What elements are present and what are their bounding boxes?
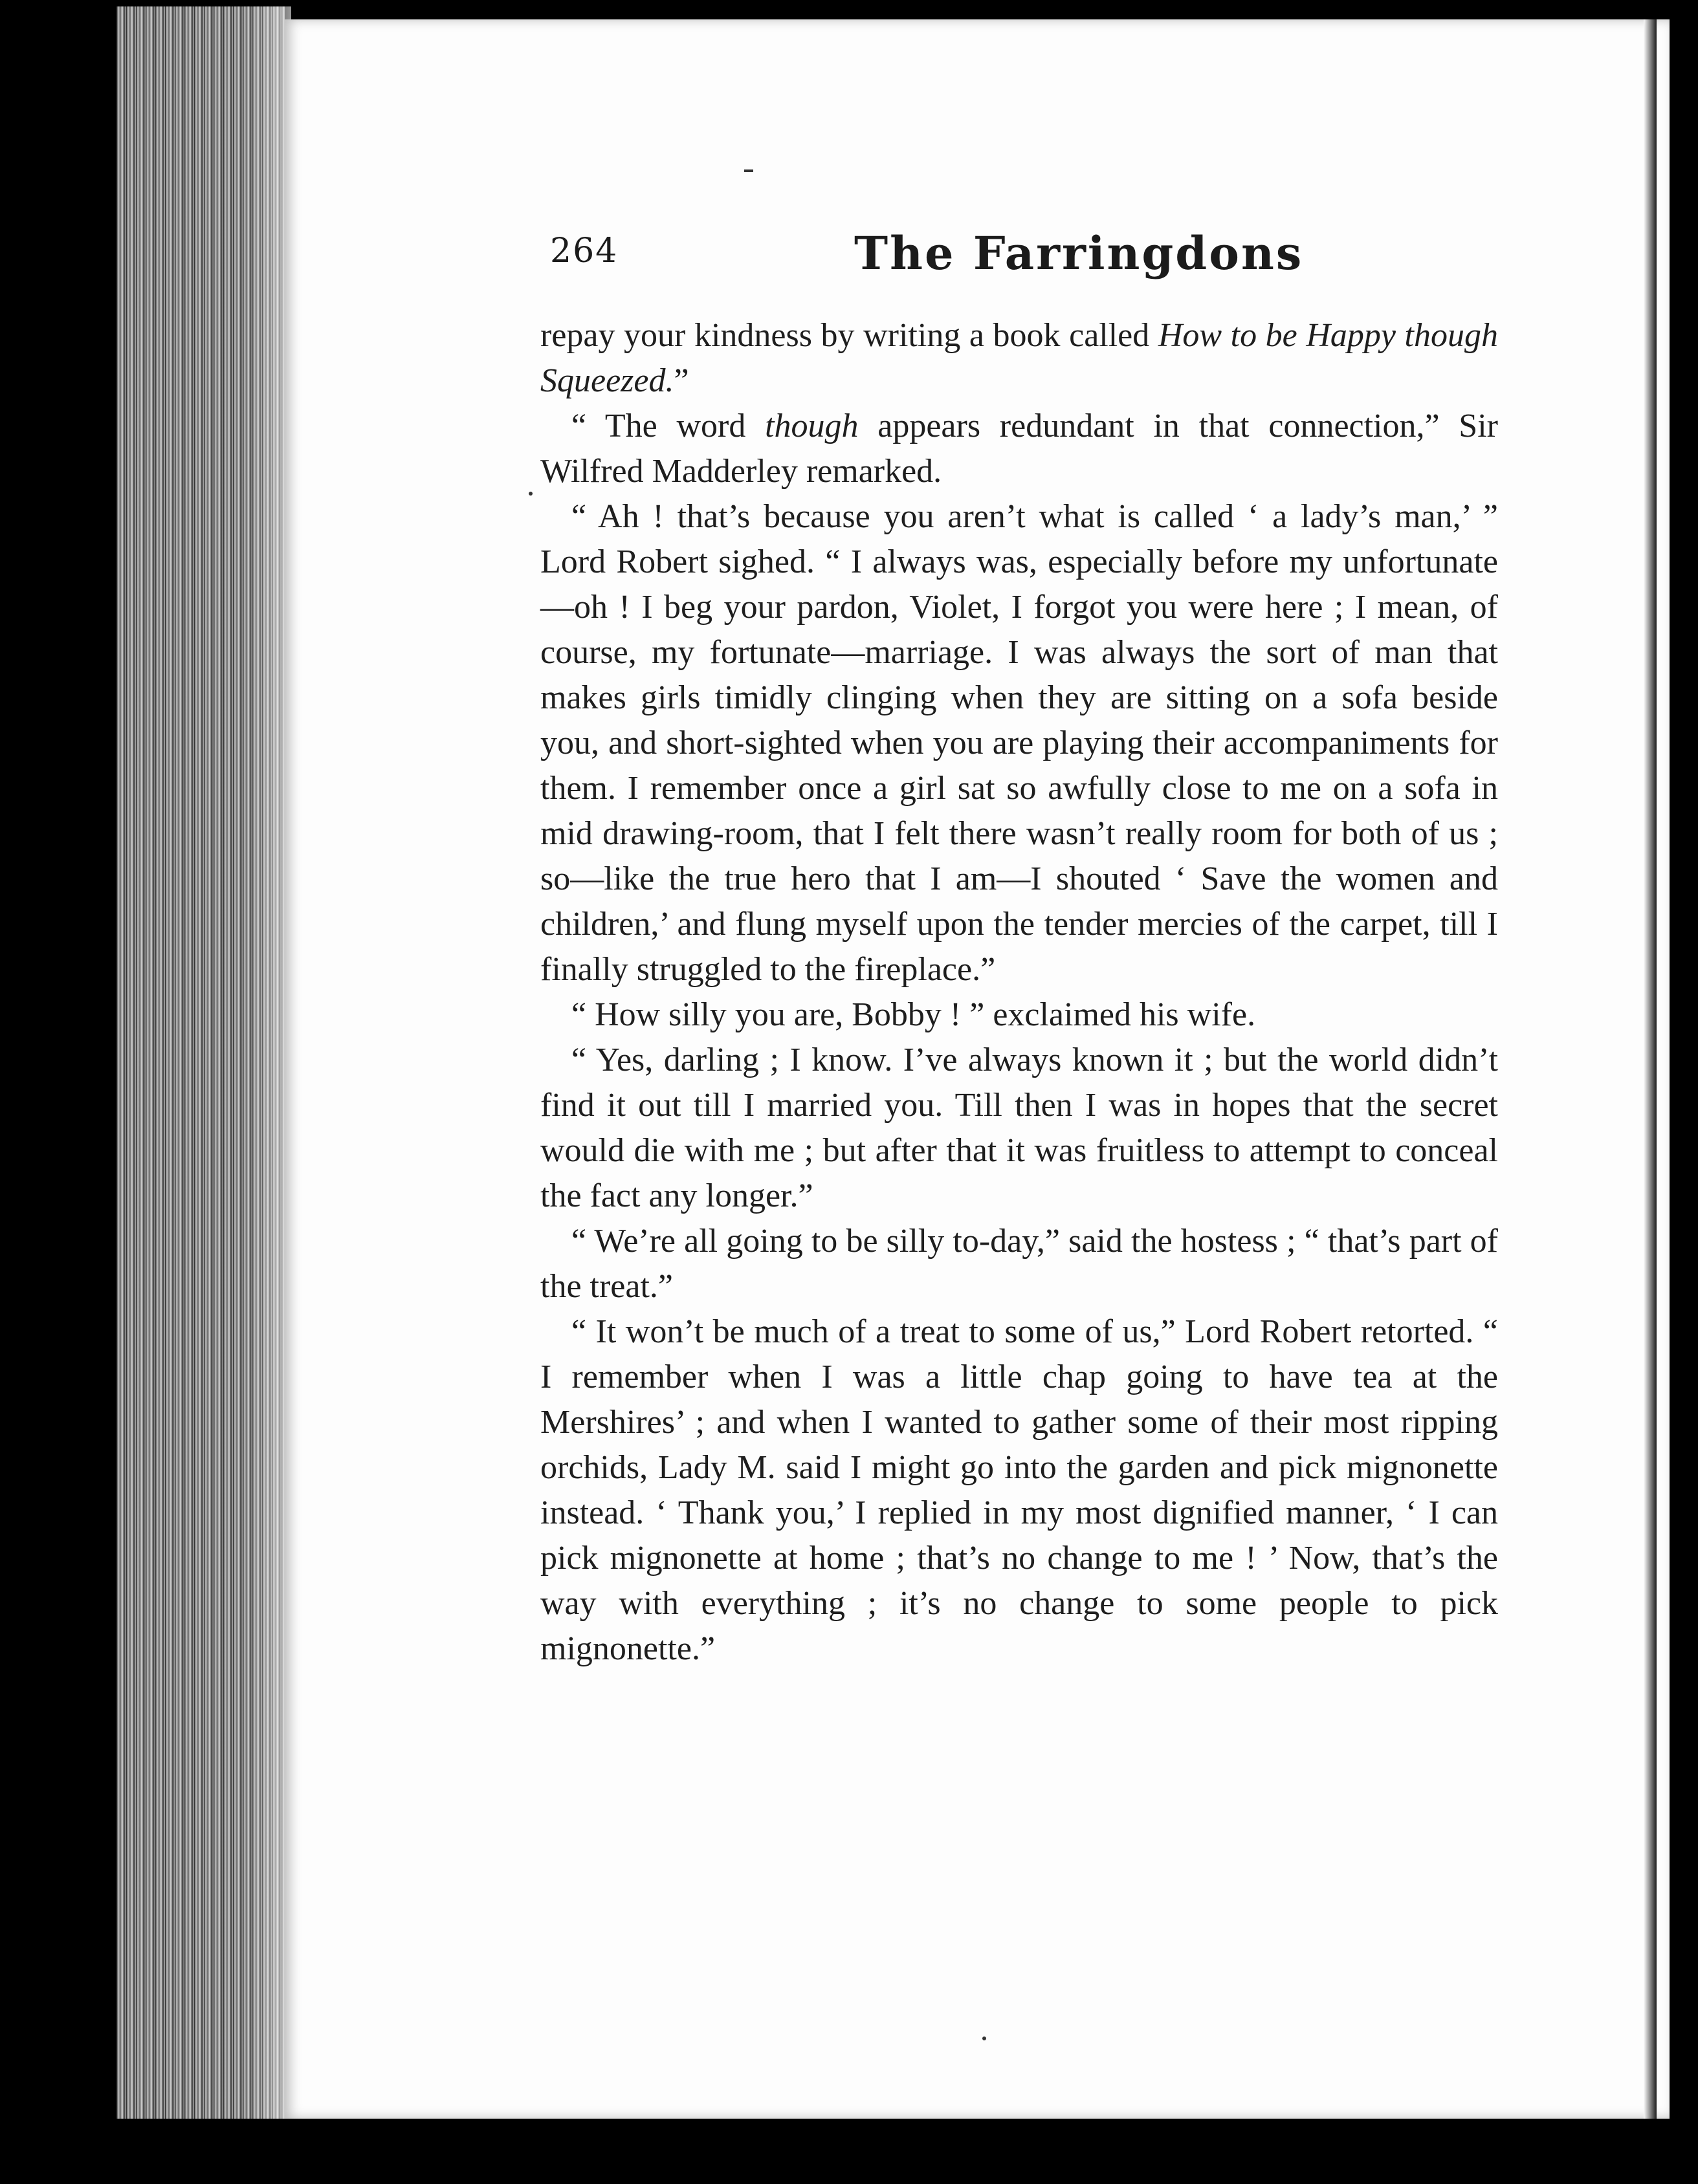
page-right-edge (1644, 19, 1657, 2119)
paragraph (540, 1309, 1498, 1672)
text-run: “ It won’t be much of a treat to some of us,” Lord Robert retorted. “ I remember when I was a little chap going to have tea at the Mershires’ ; and when I wanted to gather some of their most ripping orchids, Lady M. said I might go into the garden and pick mignonette instead. ‘ Thank you,’ I replied in my most dignified manner, ‘ I can pick mignonette at home ; that’s no change to me ! ’ Now, that’s the way with everything ; it’s no change to some people to pick mignonette.” (540, 1313, 1498, 1667)
margin-dot (529, 492, 533, 496)
text-run: “ We’re all going to be silly to-day,” said the hostess ; “ that’s part of the treat.” (540, 1223, 1498, 1305)
scan-bottom-band (0, 2119, 1698, 2184)
text-run: “ The word (571, 408, 766, 444)
running-header (550, 226, 1501, 291)
body-text (540, 313, 1498, 1672)
italic-run: though (765, 408, 859, 444)
paragraph (540, 1219, 1498, 1309)
page-number: 264 (550, 232, 619, 270)
running-title: The Farringdons (854, 226, 1304, 280)
text-run: ” (674, 362, 689, 399)
bottom-dot (982, 2037, 986, 2040)
text-run: “ Ah ! that’s because you aren’t what is called ‘ a lady’s man,’ ” Lord Robert sighed. “ I always was, especially before my unfortunate—oh ! I beg your pardon, Violet, I forgot you were here ; I mean, of course, my fortunate—marriage. I was always the sort of man that makes girls timidly clinging when they are sitting on a sofa beside you, and short-sighted when you are playing their accompaniments for them. I remember once a girl sat so awfully close to me on a sofa in mid drawing-room, that I felt there wasn’t really room for both of us ; so—like the true hero that I am—I shouted ‘ Save the women and children,’ and flung myself upon the tender mercies of the carpet, till I finally struggled to the fireplace.” (540, 498, 1498, 988)
text-run: appears redundant in that connection,” Sir Wilfred Madderley remarked. (540, 408, 1498, 490)
paragraph (540, 1038, 1498, 1219)
italic-run: How to be Happy though Squeezed. (540, 317, 1498, 399)
text-run: “ How silly you are, Bobby ! ” exclaimed his wife. (571, 996, 1256, 1033)
text-run: repay your kindness by writing a book called (540, 317, 1158, 354)
top-dash-mark (744, 169, 753, 172)
paragraph (540, 992, 1498, 1038)
paragraph (540, 494, 1498, 992)
paragraph (540, 404, 1498, 494)
paragraph (540, 313, 1498, 404)
text-run: “ Yes, darling ; I know. I’ve always known it ; but the world didn’t find it out till I married you. Till then I was in hopes that the secret would die with me ; but after that it was fruitless to attempt to conceal the fact any longer.” (540, 1042, 1498, 1214)
